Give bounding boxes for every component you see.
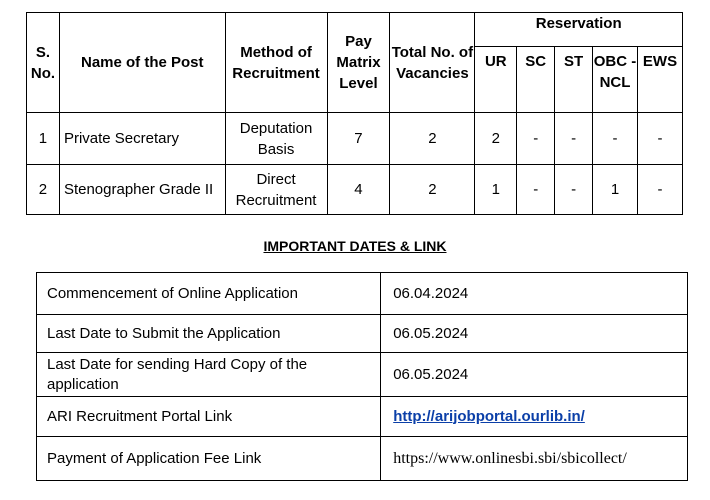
header-st: ST — [555, 47, 593, 113]
header-ur: UR — [475, 47, 517, 113]
cell-method: Deputation Basis — [225, 113, 327, 165]
date-value: 06.05.2024 — [381, 353, 688, 397]
date-value: 06.05.2024 — [381, 315, 688, 353]
table-row — [37, 437, 688, 481]
link-label: ARI Recruitment Portal Link — [37, 397, 381, 437]
posts-table — [26, 12, 683, 215]
cell-st: - — [555, 165, 593, 215]
table-row — [37, 397, 688, 437]
cell-ews: - — [637, 165, 682, 215]
table-row — [37, 353, 688, 397]
cell-ews: - — [637, 113, 682, 165]
header-reservation: Reservation — [475, 13, 683, 47]
cell-ur: 2 — [475, 113, 517, 165]
header-vacancies: Total No. of Vacancies — [390, 13, 475, 113]
cell-post-name: Private Secretary — [59, 113, 225, 165]
cell-sno: 2 — [27, 165, 60, 215]
header-ews: EWS — [637, 47, 682, 113]
cell-pay-level: 7 — [327, 113, 390, 165]
dates-table — [36, 272, 688, 481]
cell-vacancies: 2 — [390, 113, 475, 165]
header-obc-ncl: OBC - NCL — [593, 47, 638, 113]
header-pay-level: Pay Matrix Level — [327, 13, 390, 113]
payment-link-text: https://www.onlinesbi.sbi/sbicollect/ — [381, 437, 688, 481]
cell-post-name: Stenographer Grade II — [59, 165, 225, 215]
link-label: Payment of Application Fee Link — [37, 437, 381, 481]
cell-pay-level: 4 — [327, 165, 390, 215]
date-label: Commencement of Online Application — [37, 273, 381, 315]
cell-ur: 1 — [475, 165, 517, 215]
cell-vacancies: 2 — [390, 165, 475, 215]
section-title — [0, 238, 710, 254]
section-title-text: IMPORTANT DATES & LINK — [263, 238, 447, 254]
date-label: Last Date for sending Hard Copy of the application — [37, 353, 381, 397]
table-row — [27, 113, 683, 165]
header-sno: S. No. — [27, 13, 60, 113]
cell-sc: - — [517, 113, 555, 165]
table-row — [37, 273, 688, 315]
table-row — [27, 165, 683, 215]
cell-obc-ncl: - — [593, 113, 638, 165]
date-value: 06.04.2024 — [381, 273, 688, 315]
cell-sc: - — [517, 165, 555, 215]
link-value-cell — [381, 397, 688, 437]
cell-method: Direct Recruitment — [225, 165, 327, 215]
date-label: Last Date to Submit the Application — [37, 315, 381, 353]
header-post-name: Name of the Post — [59, 13, 225, 113]
cell-st: - — [555, 113, 593, 165]
header-method: Method of Recruitment — [225, 13, 327, 113]
portal-link[interactable]: http://arijobportal.ourlib.in/ — [393, 407, 585, 425]
cell-obc-ncl: 1 — [593, 165, 638, 215]
header-sc: SC — [517, 47, 555, 113]
cell-sno: 1 — [27, 113, 60, 165]
table-row — [37, 315, 688, 353]
